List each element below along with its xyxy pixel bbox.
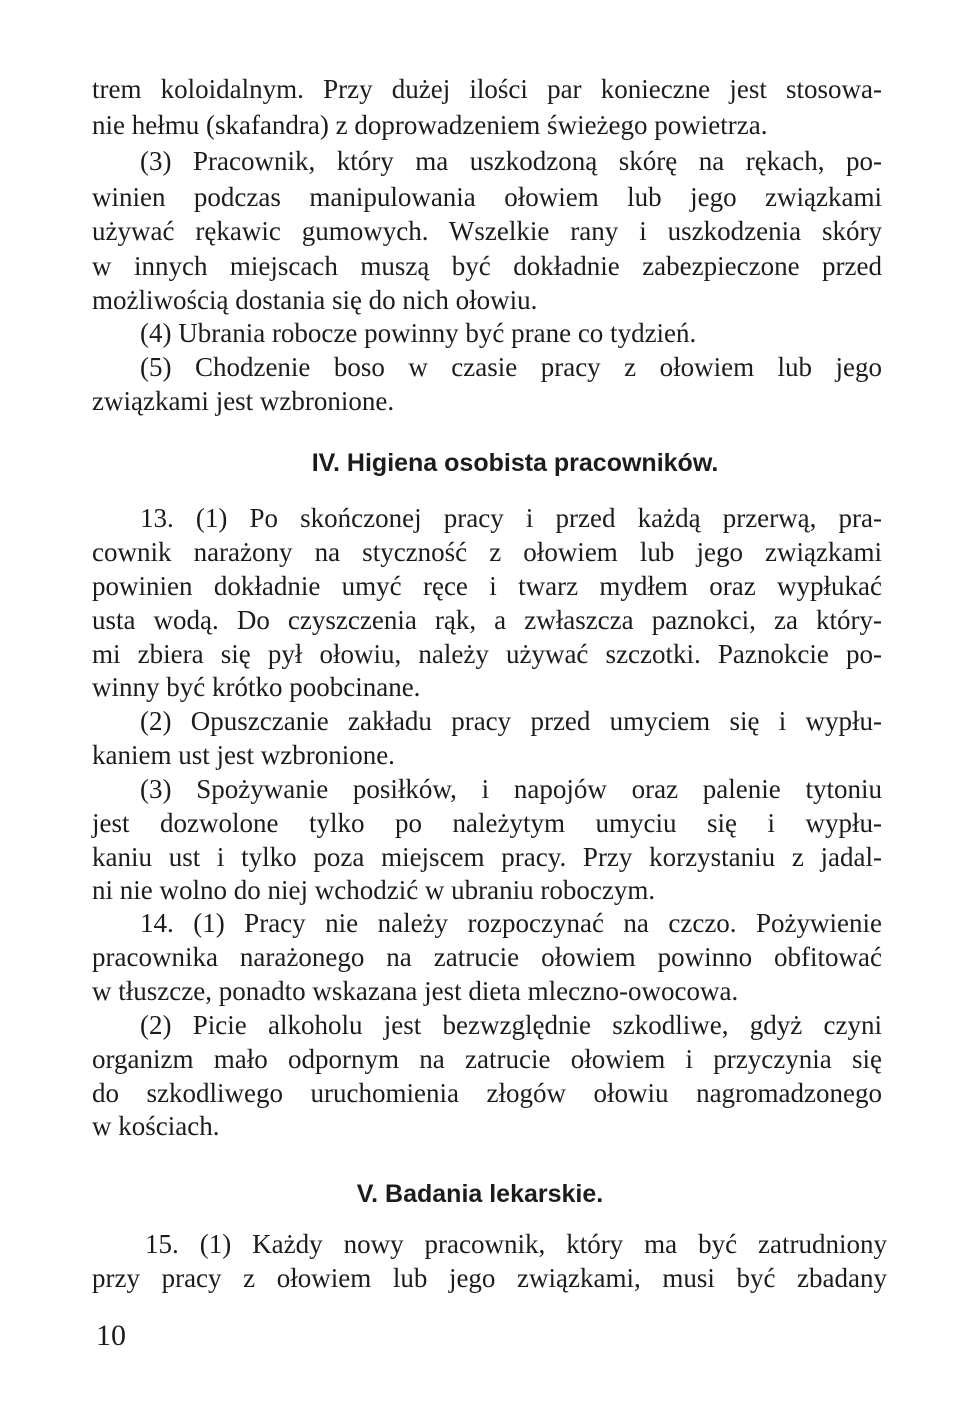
text-line: 15. (1) Każdy nowy pracownik, który ma być zatrudniony [145,1229,887,1259]
text-line: organizm mało odpornym na zatrucie ołowiem i przyczynia się [92,1044,882,1074]
text-line: usta wodą. Do czyszczenia rąk, a zwłaszcza paznokci, za który- [92,605,882,635]
text-line: w tłuszcze, ponadto wskazana jest dieta mleczno-owocowa. [92,976,739,1006]
text-line: (3) Pracownik, który ma uszkodzoną skórę na rękach, po- [140,146,882,176]
text-line: kaniem ust jest wzbronione. [92,740,395,770]
section-heading: IV. Higiena osobista pracowników. [311,449,719,477]
text-line: (3) Spożywanie posiłków, i napojów oraz palenie tytoniu [140,774,882,804]
text-line: (2) Picie alkoholu jest bezwzględnie szkodliwe, gdyż czyni [140,1010,882,1040]
text-line: do szkodliwego uruchomienia złogów ołowiu nagromadzonego [92,1078,882,1108]
text-line: mi zbiera się pył ołowiu, należy używać szczotki. Paznokcie po- [92,639,882,669]
text-line: cownik narażony na styczność z ołowiem lub jego związkami [92,537,882,567]
text-line: (5) Chodzenie boso w czasie pracy z ołowiem lub jego [140,352,882,382]
text-line: kaniu ust i tylko poza miejscem pracy. Przy korzystaniu z jadal- [92,842,882,872]
page-number: 10 [96,1319,126,1352]
text-line: (4) Ubrania robocze powinny być prane co tydzień. [140,318,697,348]
text-line: winny być krótko poobcinane. [92,672,421,702]
text-line: powinien dokładnie umyć ręce i twarz mydłem oraz wypłukać [92,571,882,601]
text-line: związkami jest wzbronione. [92,386,395,416]
text-line: możliwością dostania się do nich ołowiu. [92,285,538,315]
text-line: jest dozwolone tylko po należytym umyciu się i wypłu- [92,808,882,838]
text-line: używać rękawic gumowych. Wszelkie rany i uszkodzenia skóry [92,216,882,246]
text-line: przy pracy z ołowiem lub jego związkami, musi być zbadany [92,1263,887,1293]
text-line: nie hełmu (skafandra) z doprowadzeniem świeżego powietrza. [92,110,768,140]
text-line: ni nie wolno do niej wchodzić w ubraniu roboczym. [92,875,656,905]
text-line: 14. (1) Pracy nie należy rozpoczynać na czczo. Pożywienie [140,908,882,938]
section-heading: V. Badania lekarskie. [356,1180,604,1208]
text-line: w innych miejscach muszą być dokładnie zabezpieczone przed [92,251,882,281]
text-line: pracownika narażonego na zatrucie ołowiem powinno obfitować [92,942,882,972]
text-line: trem koloidalnym. Przy dużej ilości par konieczne jest stosowa- [92,74,882,104]
text-line: (2) Opuszczanie zakładu pracy przed umyciem się i wypłu- [140,706,882,736]
text-line: 13. (1) Po skończonej pracy i przed każdą przerwą, pra- [140,503,882,533]
text-line: winien podczas manipulowania ołowiem lub jego związkami [92,182,882,212]
text-line: w kościach. [92,1111,220,1141]
